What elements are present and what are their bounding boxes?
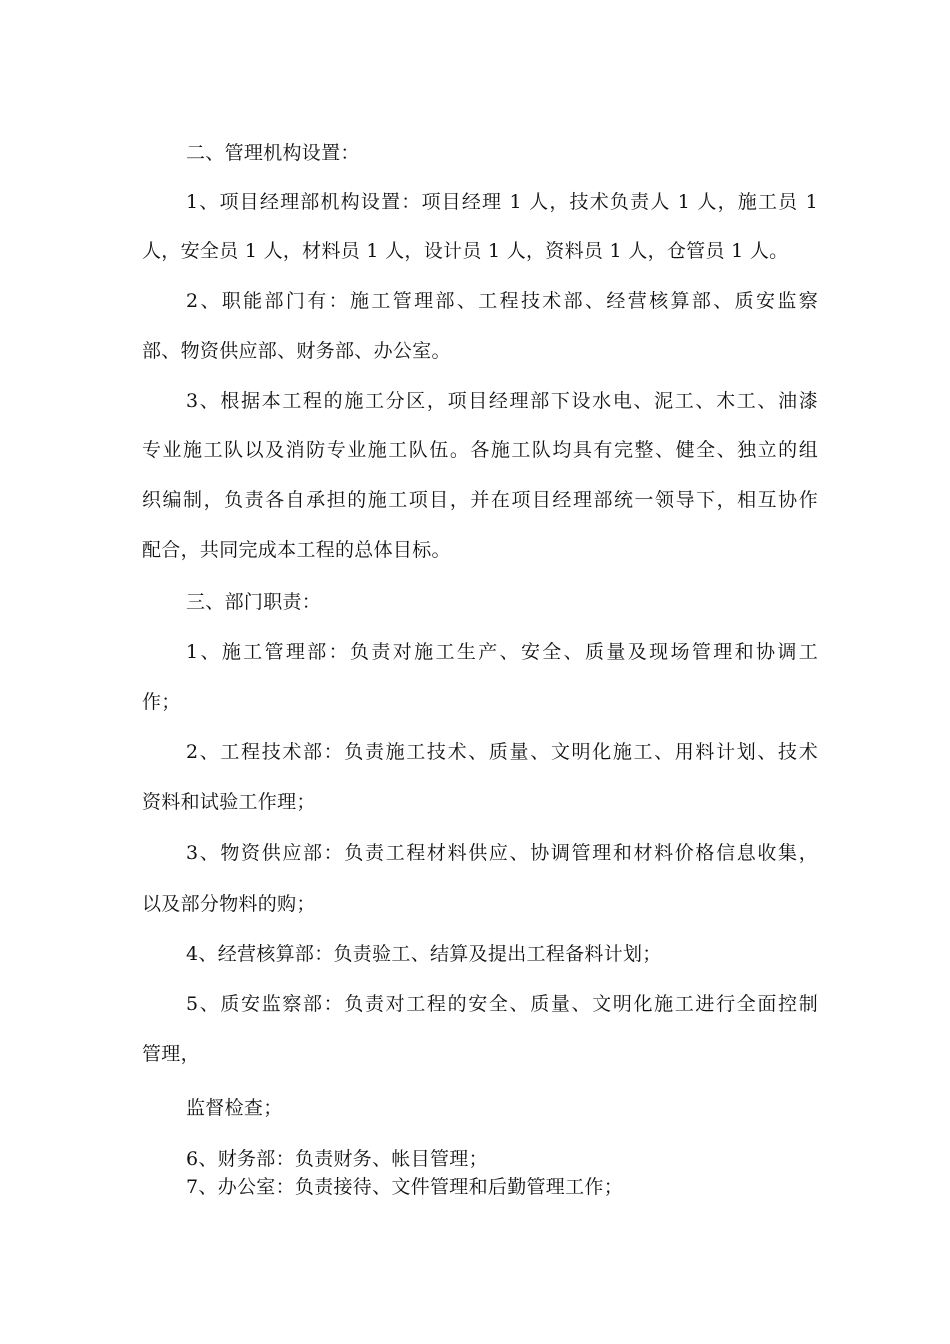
- paragraph-line: 作；: [142, 691, 181, 713]
- paragraph-line: 人，安全员 1 人，材料员 1 人，设计员 1 人，资料员 1 人，仓管员 1 人。: [142, 240, 789, 262]
- paragraph-line: 织编制，负责各自承担的施工项目，并在项目经理部统一领导下，相互协作: [142, 489, 818, 511]
- paragraph-line: 资料和试验工作理；: [142, 791, 316, 813]
- paragraph-line: 2、职能部门有：施工管理部、工程技术部、经营核算部、质安监察: [186, 290, 818, 312]
- paragraph-line: 5、质安监察部：负责对工程的安全、质量、文明化施工进行全面控制: [186, 993, 818, 1015]
- paragraph-line: 1、项目经理部机构设置：项目经理 1 人，技术负责人 1 人，施工员 1: [186, 191, 818, 213]
- paragraph-line: 管理，: [142, 1043, 200, 1065]
- paragraph-line: 以及部分物料的购；: [142, 893, 316, 915]
- paragraph-line: 监督检查；: [186, 1097, 283, 1119]
- paragraph-line: 1、施工管理部：负责对施工生产、安全、质量及现场管理和协调工: [186, 641, 818, 663]
- section-heading-management: 二、管理机构设置：: [186, 142, 360, 164]
- paragraph-line: 部、物资供应部、财务部、办公室。: [142, 340, 451, 362]
- paragraph-line: 4、经营核算部：负责验工、结算及提出工程备料计划；: [186, 943, 662, 965]
- paragraph-line: 3、物资供应部：负责工程材料供应、协调管理和材料价格信息收集，: [186, 842, 818, 864]
- paragraph-line: 2、工程技术部：负责施工技术、质量、文明化施工、用料计划、技术: [186, 741, 818, 763]
- paragraph-line: 7、办公室：负责接待、文件管理和后勤管理工作；: [186, 1176, 623, 1198]
- paragraph-line: 专业施工队以及消防专业施工队伍。各施工队均具有完整、健全、独立的组: [142, 439, 818, 461]
- section-heading-duties: 三、部门职责：: [186, 591, 322, 613]
- paragraph-line: 配合，共同完成本工程的总体目标。: [142, 539, 451, 561]
- paragraph-line: 6、财务部：负责财务、帐目管理；: [186, 1148, 488, 1170]
- paragraph-line: 3、根据本工程的施工分区，项目经理部下设水电、泥工、木工、油漆: [186, 390, 818, 412]
